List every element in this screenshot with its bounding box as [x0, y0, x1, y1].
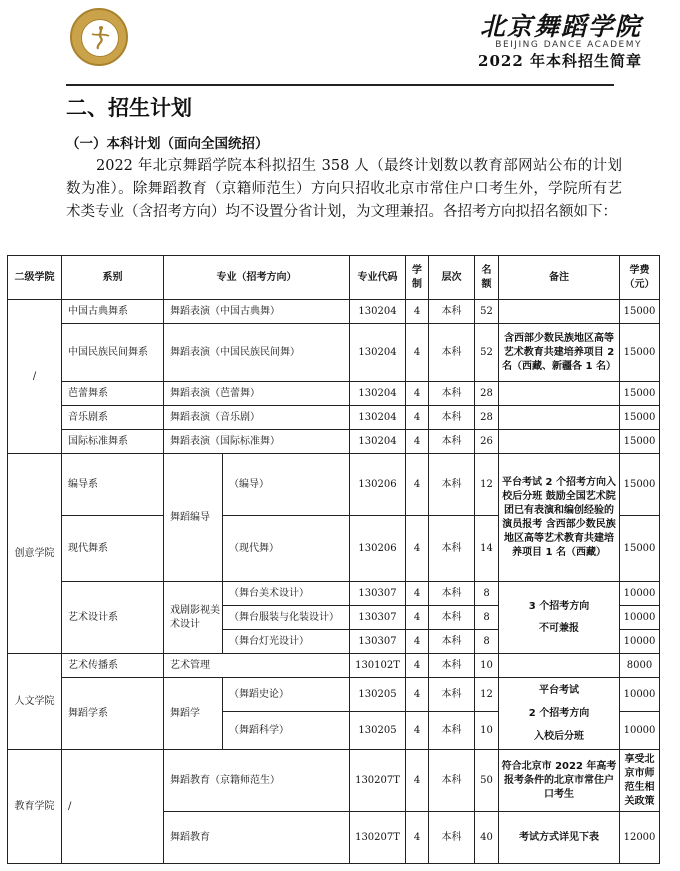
quota-cell: 10 — [475, 712, 499, 750]
years-cell: 4 — [406, 606, 429, 630]
header-college: 二级学院 — [8, 256, 62, 300]
notes-cell — [499, 300, 620, 324]
college-cell: 创意学院 — [8, 454, 62, 654]
code-cell: 130206 — [350, 516, 406, 582]
years-cell: 4 — [406, 582, 429, 606]
level-cell: 本科 — [429, 712, 475, 750]
notes-cell — [499, 430, 620, 454]
level-cell: 本科 — [429, 606, 475, 630]
code-cell: 130204 — [350, 300, 406, 324]
notes-cell: 含西部少数民族地区高等艺术教育共建培养项目 2 名（西藏、新疆各 1 名） — [499, 324, 620, 382]
quota-cell: 50 — [475, 750, 499, 812]
code-cell: 130102T — [350, 654, 406, 678]
fee-cell: 10000 — [620, 630, 660, 654]
fee-cell: 12000 — [620, 812, 660, 864]
header-fee: 学费（元） — [620, 256, 660, 300]
code-cell: 130205 — [350, 712, 406, 750]
major-cell: 舞蹈表演（音乐剧） — [164, 406, 350, 430]
notes-cell: 符合北京市 2022 年高考报考条件的北京市常住户口考生 — [499, 750, 620, 812]
table-row — [8, 430, 660, 454]
header-notes: 备注 — [499, 256, 620, 300]
direction-cell: （舞台美术设计） — [223, 582, 350, 606]
major-cell: 舞蹈表演（中国民族民间舞） — [164, 324, 350, 382]
years-cell: 4 — [406, 712, 429, 750]
major-cell: 戏剧影视美术设计 — [164, 582, 223, 654]
dept-cell: 艺术传播系 — [62, 654, 164, 678]
dept-cell: 现代舞系 — [62, 516, 164, 582]
dept-cell: 中国古典舞系 — [62, 300, 164, 324]
dept-cell: 艺术设计系 — [62, 582, 164, 654]
level-cell: 本科 — [429, 630, 475, 654]
fee-cell: 15000 — [620, 300, 660, 324]
fee-cell: 10000 — [620, 712, 660, 750]
code-cell: 130204 — [350, 382, 406, 406]
code-cell: 130204 — [350, 430, 406, 454]
table-row — [8, 750, 660, 812]
notes-line: 平台考试 — [539, 684, 579, 696]
dept-cell: 国际标准舞系 — [62, 430, 164, 454]
notes-cell: 考试方式详见下表 — [499, 812, 620, 864]
dept-cell: 芭蕾舞系 — [62, 382, 164, 406]
quota-cell: 8 — [475, 606, 499, 630]
years-cell: 4 — [406, 812, 429, 864]
table-row — [8, 454, 660, 516]
quota-cell: 12 — [475, 678, 499, 712]
header-divider — [66, 84, 614, 86]
quota-cell: 12 — [475, 454, 499, 516]
fee-cell: 15000 — [620, 516, 660, 582]
code-cell: 130205 — [350, 678, 406, 712]
major-cell: 舞蹈教育 — [164, 812, 350, 864]
code-cell: 130307 — [350, 630, 406, 654]
direction-cell: （舞蹈史论） — [223, 678, 350, 712]
header-quota: 名额 — [475, 256, 499, 300]
fee-cell: 15000 — [620, 454, 660, 516]
years-cell: 4 — [406, 654, 429, 678]
level-cell: 本科 — [429, 454, 475, 516]
years-cell: 4 — [406, 406, 429, 430]
college-cell: / — [8, 300, 62, 454]
brand-name-cn: 北京舞蹈学院 — [479, 12, 642, 41]
intro-paragraph: 2022 年北京舞蹈学院本科拟招生 358 人（最终计划数以教育部网站公布的计划数为准）。除舞蹈教育（京籍师范生）方向只招收北京市常住户口考生外，学院所有艺术类专业（含招考方向）均不设置分省计划，为文理兼招。各招考方向拟招名额如下： — [66, 158, 622, 220]
years-cell: 4 — [406, 430, 429, 454]
notes-cell — [499, 406, 620, 430]
quota-cell: 8 — [475, 582, 499, 606]
fee-cell: 享受北京市师范生相关政策 — [620, 750, 660, 812]
fee-cell: 8000 — [620, 654, 660, 678]
level-cell: 本科 — [429, 654, 475, 678]
years-cell: 4 — [406, 516, 429, 582]
dept-cell: 编导系 — [62, 454, 164, 516]
fee-cell: 15000 — [620, 382, 660, 406]
quota-cell: 26 — [475, 430, 499, 454]
code-cell: 130307 — [350, 582, 406, 606]
dancer-emblem-icon — [86, 24, 114, 52]
direction-cell: （舞台灯光设计） — [223, 630, 350, 654]
table-row — [8, 382, 660, 406]
code-cell: 130204 — [350, 406, 406, 430]
major-cell: 艺术管理 — [164, 654, 350, 678]
code-cell: 130207T — [350, 750, 406, 812]
major-cell: 舞蹈编导 — [164, 454, 223, 582]
level-cell: 本科 — [429, 516, 475, 582]
dept-cell: 舞蹈学系 — [62, 678, 164, 750]
quota-cell: 28 — [475, 382, 499, 406]
code-cell: 130204 — [350, 324, 406, 382]
notes-cell — [499, 678, 620, 750]
code-cell: 130307 — [350, 606, 406, 630]
level-cell: 本科 — [429, 750, 475, 812]
academy-logo — [70, 8, 128, 66]
quota-cell: 14 — [475, 516, 499, 582]
notes-cell — [499, 582, 620, 654]
years-cell: 4 — [406, 300, 429, 324]
fee-cell: 10000 — [620, 582, 660, 606]
header-years: 学制 — [406, 256, 429, 300]
direction-cell: （舞蹈科学） — [223, 712, 350, 750]
quota-cell: 8 — [475, 630, 499, 654]
quota-cell: 40 — [475, 812, 499, 864]
brochure-subtitle: 2022 年本科招生简章 — [478, 52, 642, 70]
college-cell: 教育学院 — [8, 750, 62, 864]
notes-cell: 平台考试 2 个招考方向入校后分班 鼓励全国艺术院团已有表演和编创经验的演员报考 含西部少数民族地区高等艺术教育共建培养项目 1 名（西藏） — [499, 454, 620, 582]
dept-cell: / — [62, 750, 164, 864]
major-cell: 舞蹈教育（京籍师范生） — [164, 750, 350, 812]
fee-cell: 15000 — [620, 324, 660, 382]
quota-cell: 52 — [475, 300, 499, 324]
subsection-title: （一）本科计划（面向全国统招） — [66, 136, 269, 152]
notes-line: 2 个招考方向 — [528, 707, 590, 719]
level-cell: 本科 — [429, 406, 475, 430]
table-row — [8, 654, 660, 678]
notes-line: 不可兼报 — [539, 622, 579, 634]
level-cell: 本科 — [429, 582, 475, 606]
quota-cell: 52 — [475, 324, 499, 382]
fee-cell: 15000 — [620, 430, 660, 454]
level-cell: 本科 — [429, 678, 475, 712]
level-cell: 本科 — [429, 382, 475, 406]
dept-cell: 音乐剧系 — [62, 406, 164, 430]
enrollment-table — [7, 255, 660, 864]
quota-cell: 10 — [475, 654, 499, 678]
table-row — [8, 300, 660, 324]
direction-cell: （舞台服装与化装设计） — [223, 606, 350, 630]
section-title: 二、招生计划 — [66, 96, 192, 120]
direction-cell: （编导） — [223, 454, 350, 516]
years-cell: 4 — [406, 382, 429, 406]
level-cell: 本科 — [429, 812, 475, 864]
header-major: 专业（招考方向） — [164, 256, 350, 300]
code-cell: 130206 — [350, 454, 406, 516]
table-row — [8, 406, 660, 430]
notes-line: 3 个招考方向 — [528, 600, 590, 612]
college-cell: 人文学院 — [8, 654, 62, 750]
dept-cell: 中国民族民间舞系 — [62, 324, 164, 382]
table-row — [8, 678, 660, 712]
notes-cell — [499, 654, 620, 678]
code-cell: 130207T — [350, 812, 406, 864]
brand-block — [478, 14, 642, 71]
table-row — [8, 582, 660, 606]
years-cell: 4 — [406, 678, 429, 712]
major-cell: 舞蹈表演（国际标准舞） — [164, 430, 350, 454]
notes-line: 入校后分班 — [534, 730, 584, 742]
major-cell: 舞蹈学 — [164, 678, 223, 750]
years-cell: 4 — [406, 324, 429, 382]
major-cell: 舞蹈表演（中国古典舞） — [164, 300, 350, 324]
table-header-row — [8, 256, 660, 300]
major-cell: 舞蹈表演（芭蕾舞） — [164, 382, 350, 406]
brand-name-en: BEIJING DANCE ACADEMY — [495, 40, 642, 50]
fee-cell: 15000 — [620, 406, 660, 430]
table-row — [8, 324, 660, 382]
years-cell: 4 — [406, 454, 429, 516]
level-cell: 本科 — [429, 324, 475, 382]
header-dept: 系别 — [62, 256, 164, 300]
years-cell: 4 — [406, 750, 429, 812]
fee-cell: 10000 — [620, 606, 660, 630]
level-cell: 本科 — [429, 430, 475, 454]
years-cell: 4 — [406, 630, 429, 654]
direction-cell: （现代舞） — [223, 516, 350, 582]
notes-cell — [499, 382, 620, 406]
level-cell: 本科 — [429, 300, 475, 324]
header-code: 专业代码 — [350, 256, 406, 300]
quota-cell: 28 — [475, 406, 499, 430]
header-level: 层次 — [429, 256, 475, 300]
fee-cell: 10000 — [620, 678, 660, 712]
